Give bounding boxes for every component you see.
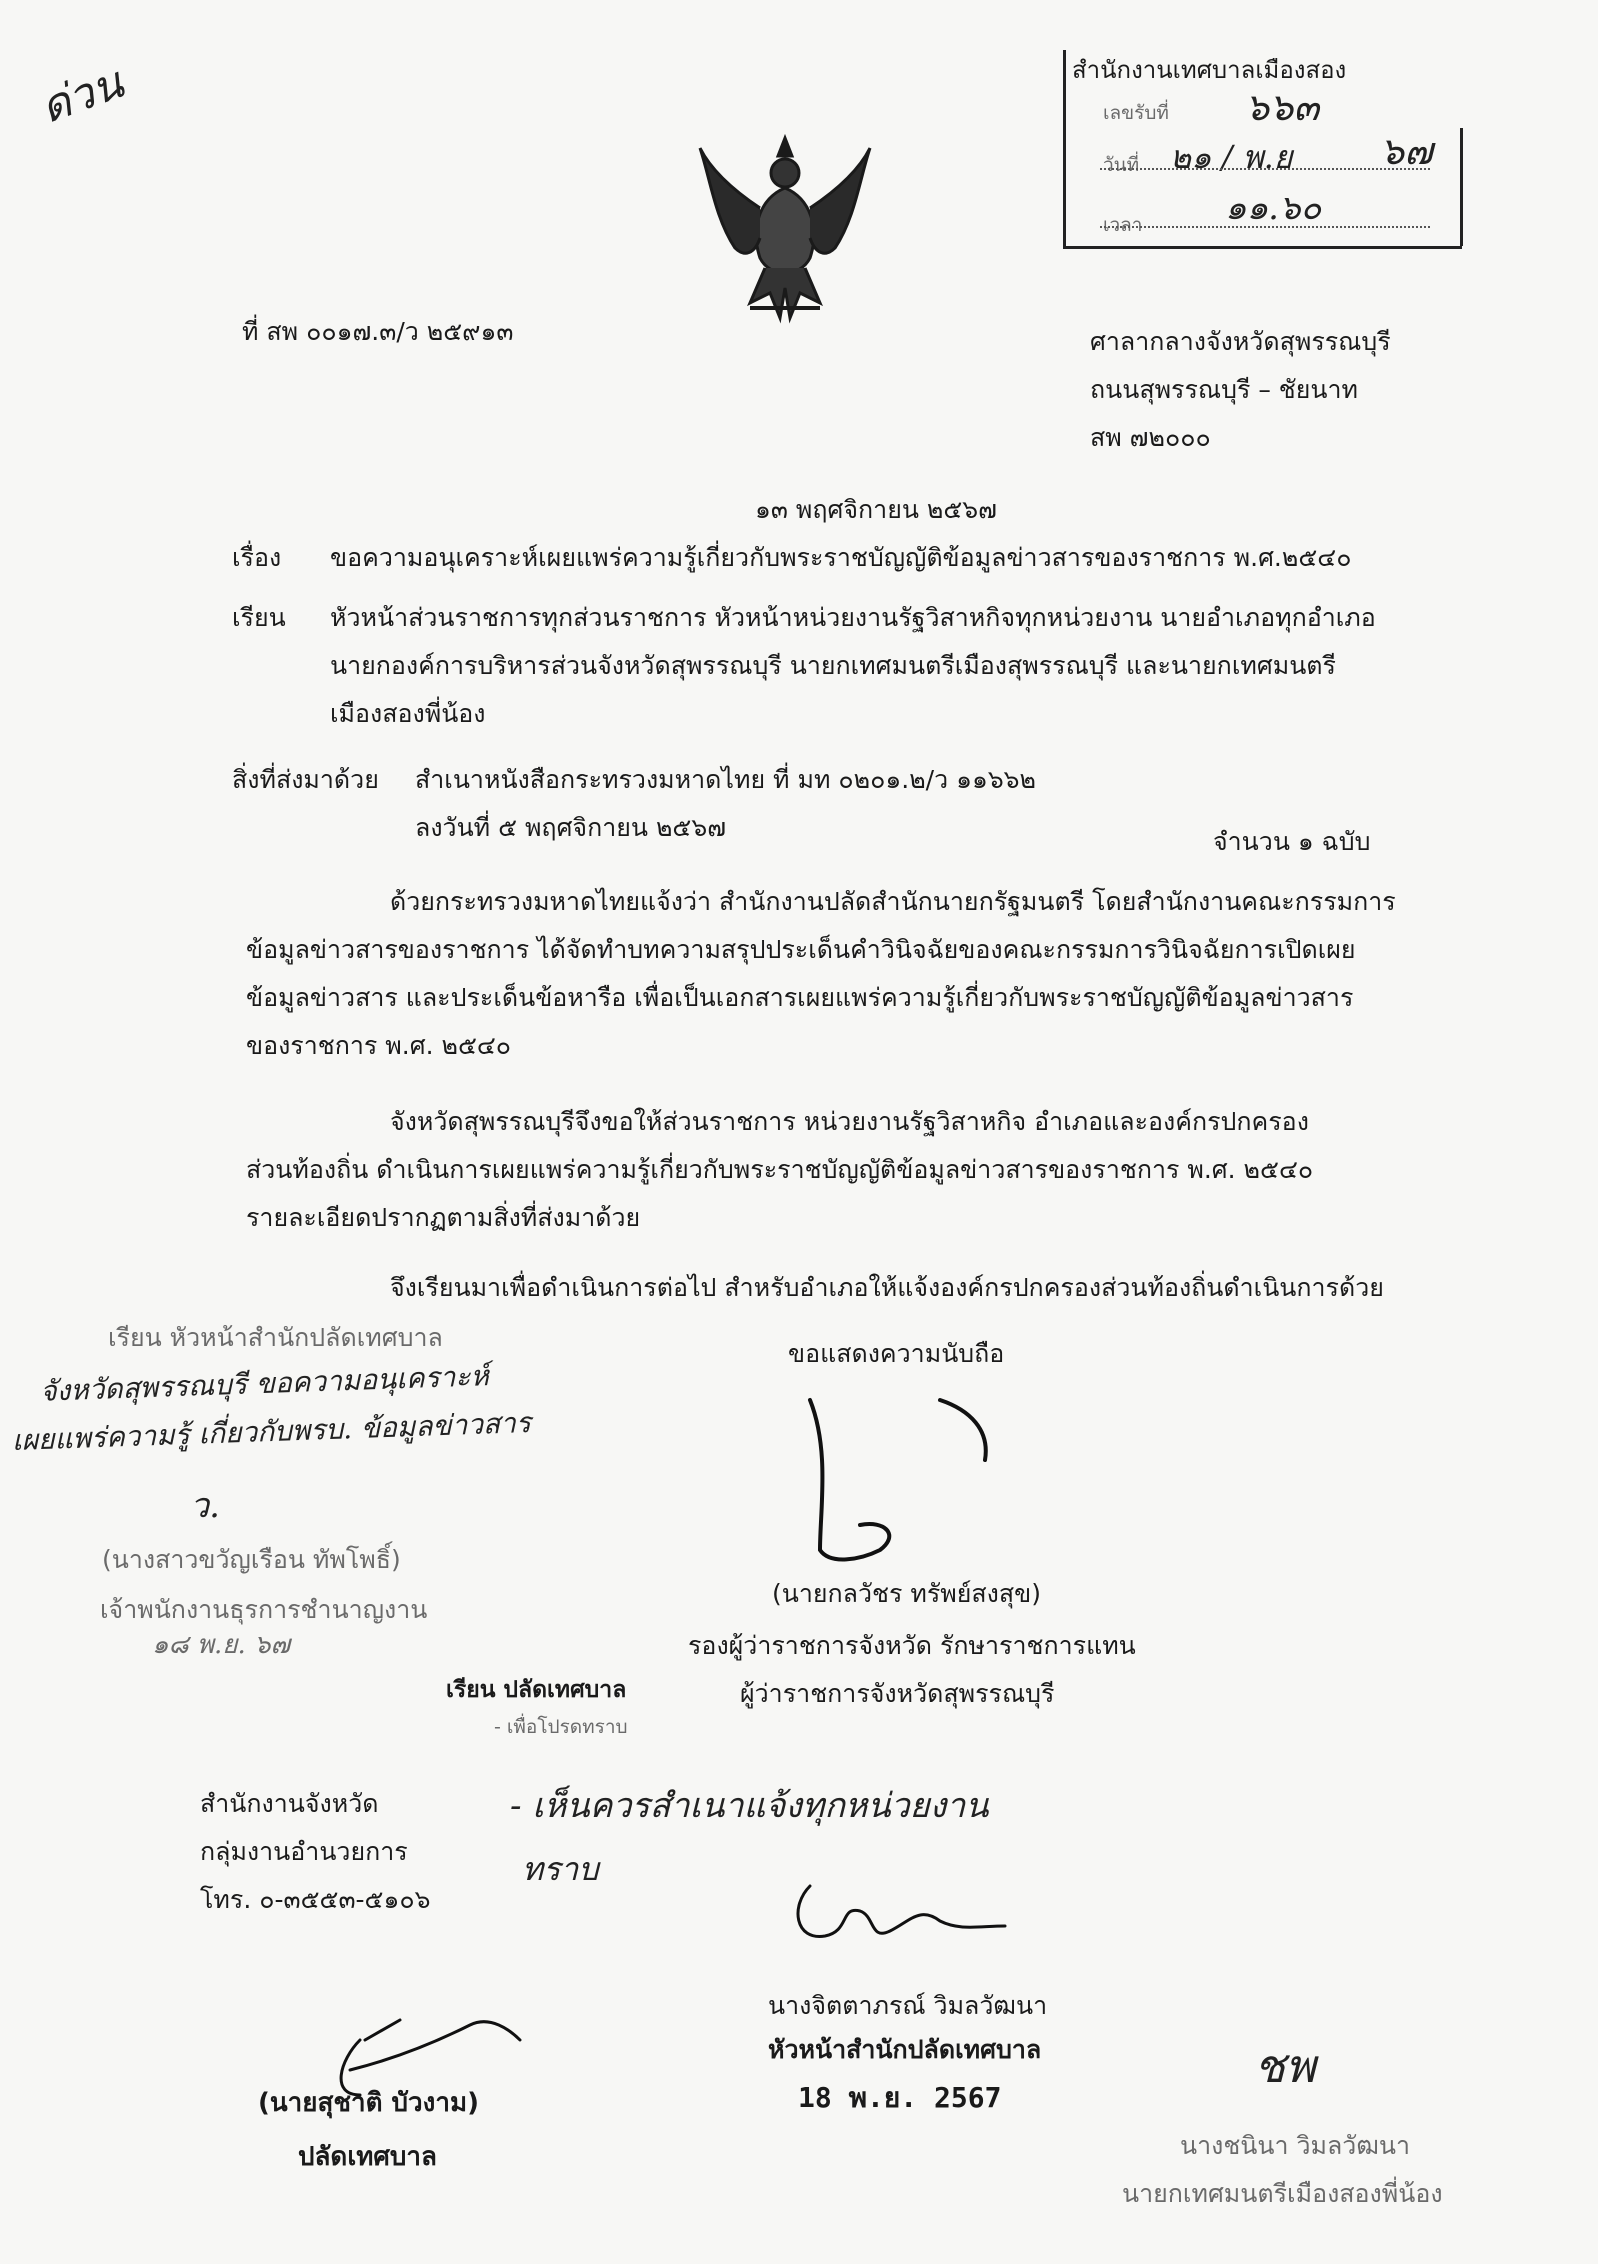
sender-address-line: ถนนสุพรรณบุรี – ชัยนาท [1090,375,1359,404]
signer-title: ผู้ว่าราชการจังหวัดสุพรรณบุรี [740,1679,1055,1708]
enclosure-label: สิ่งที่ส่งมาด้วย [232,765,379,794]
letter-ref-no: ที่ สพ ๐๐๑๗.๓/ว ๒๕๙๑๓ [242,317,514,346]
stamp-date-label: วันที่ [1103,154,1140,176]
office-line: สำนักงานจังหวัด [200,1789,379,1818]
office-line: กลุ่มงานอำนวยการ [200,1837,408,1866]
memo-left-handwriting: เผยแพร่ความรู้ เกี่ยวกับพรบ. ข้อมูลข่าวสาร [11,1405,532,1458]
memo-bottom-right-name: นางชนินา วิมลวัฒนา [1180,2131,1411,2160]
memo-mid-title: หัวหน้าสำนักปลัดเทศบาล [768,2035,1042,2064]
sender-address-line: ศาลากลางจังหวัดสุพรรณบุรี [1090,327,1391,356]
letter-date: ๑๓ พฤศจิกายน ๒๕๖๗ [755,495,997,524]
memo-left-name: (นางสาวขวัญเรือน ทัพโพธิ์) [102,1545,401,1574]
para2-line: จังหวัดสุพรรณบุรีจึงขอให้ส่วนราชการ หน่วยงานรัฐวิสาหกิจ อำเภอและองค์กรปกครอง [390,1107,1309,1136]
to-line: เมืองสองพี่น้อง [330,699,486,728]
memo-left-handwriting: จังหวัดสุพรรณบุรี ขอความอนุเคราะห์ [39,1359,490,1408]
governor-signature [790,1390,1030,1584]
memo-bottom-left-title: ปลัดเทศบาล [298,2142,437,2172]
memo-left-title: เจ้าพนักงานธุรการชำนาญงาน [100,1595,428,1624]
stamp-receive-no-label: เลขรับที่ [1103,102,1169,124]
memo-mid-handwriting: - เห็นควรสำเนาแจ้งทุกหน่วยงาน [510,1786,989,1826]
stamp-receive-no-value: ๖๖๓ [1245,85,1320,129]
memo-mid-to: เรียน ปลัดเทศบาล [446,1677,627,1703]
stamp-dotted-line [1100,226,1430,228]
memo-left-to: เรียน หัวหน้าสำนักปลัดเทศบาล [108,1323,443,1352]
stamp-dotted-line [1100,168,1430,170]
to-line: นายกองค์การบริหารส่วนจังหวัดสุพรรณบุรี นายกเทศมนตรีเมืองสุพรรณบุรี และนายกเทศมนตรี [330,651,1336,680]
memo-bottom-right-title: นายกเทศมนตรีเมืองสองพี่น้อง [1122,2179,1443,2208]
office-line: โทร. ๐-๓๕๕๓-๕๑๐๖ [200,1885,431,1914]
enclosure-line: สำเนาหนังสือกระทรวงมหาดไทย ที่ มท ๐๒๐๑.๒/ว ๑๑๖๖๒ [415,765,1037,794]
corner-handwriting: ด่วน [33,57,130,134]
memo-mid-name: นางจิตตาภรณ์ วิมลวัฒนา [768,1991,1048,2020]
stamp-time-value: ๑๑.๖๐ [1225,188,1322,228]
para1-line: ของราชการ พ.ศ. ๒๕๔๐ [246,1031,512,1060]
enclosure-line: ลงวันที่ ๕ พฤศจิกายน ๒๕๖๗ [415,813,727,842]
memo-mid-handwriting: ทราบ [522,1850,599,1888]
para2-line: รายละเอียดปรากฏตามสิ่งที่ส่งมาด้วย [246,1203,641,1232]
signer-title: รองผู้ว่าราชการจังหวัด รักษาราชการแทน [688,1631,1136,1660]
section-head-signature [780,1876,1020,1960]
memo-bottom-left-name: (นายสุชาติ บัวงาม) [258,2088,479,2118]
memo-mid-purpose: - เพื่อโปรดทราบ [494,1716,628,1738]
memo-left-initial: ว. [190,1486,220,1526]
to-line: หัวหน้าส่วนราชการทุกส่วนราชการ หัวหน้าหน่วยงานรัฐวิสาหกิจทุกหน่วยงาน นายอำเภอทุกอำเภอ [330,603,1376,632]
signer-name: (นายกลวัชร ทรัพย์สงสุข) [772,1579,1041,1608]
memo-left-date: ๑๘ พ.ย. ๖๗ [152,1630,291,1660]
enclosure-qty: จำนวน ๑ ฉบับ [1213,827,1371,856]
garuda-emblem-icon [690,128,880,332]
para2-line: ส่วนท้องถิ่น ดำเนินการเผยแพร่ความรู้เกี่ยวกับพระราชบัญญัติข้อมูลข่าวสารของราชการ พ.ศ. ๒๕๔๐ [246,1155,1314,1184]
para1-line: ข้อมูลข่าวสารของราชการ ได้จัดทำบทความสรุปประเด็นคำวินิจฉัยของคณะกรรมการวินิจฉัยการเปิดเผย [246,935,1356,964]
memo-mid-date-stamp: 18 พ.ย. 2567 [798,2081,1002,2114]
to-label: เรียน [232,603,286,632]
para1-line: ข้อมูลข่าวสาร และประเด็นข้อหารือ เพื่อเป็นเอกสารเผยแพร่ความรู้เกี่ยวกับพระราชบัญญัติข้อมูลข่าวสาร [246,983,1354,1012]
memo-bottom-right-initial: ชพ [1254,2039,1316,2093]
stamp-time-label: เวลา [1103,214,1143,236]
closing-text: ขอแสดงความนับถือ [788,1339,1005,1368]
stamp-date-value: ๒๑ / พ.ย [1170,138,1293,176]
receipt-stamp-edge [1460,128,1463,246]
para1-line: ด้วยกระทรวงมหาดไทยแจ้งว่า สำนักงานปลัดสำนักนายกรัฐมนตรี โดยสำนักงานคณะกรรมการ [390,887,1396,916]
para3-text: จึงเรียนมาเพื่อดำเนินการต่อไป สำหรับอำเภอให้แจ้งองค์กรปกครองส่วนท้องถิ่นดำเนินการด้วย [390,1273,1384,1302]
subject-text: ขอความอนุเคราะห์เผยแพร่ความรู้เกี่ยวกับพระราชบัญญัติข้อมูลข่าวสารของราชการ พ.ศ.๒๕๔๐ [330,543,1352,572]
sender-address-line: สพ ๗๒๐๐๐ [1090,423,1211,452]
stamp-office: สำนักงานเทศบาลเมืองสอง [1072,56,1347,84]
stamp-year-value: ๖๗ [1380,129,1433,173]
subject-label: เรื่อง [232,543,282,572]
